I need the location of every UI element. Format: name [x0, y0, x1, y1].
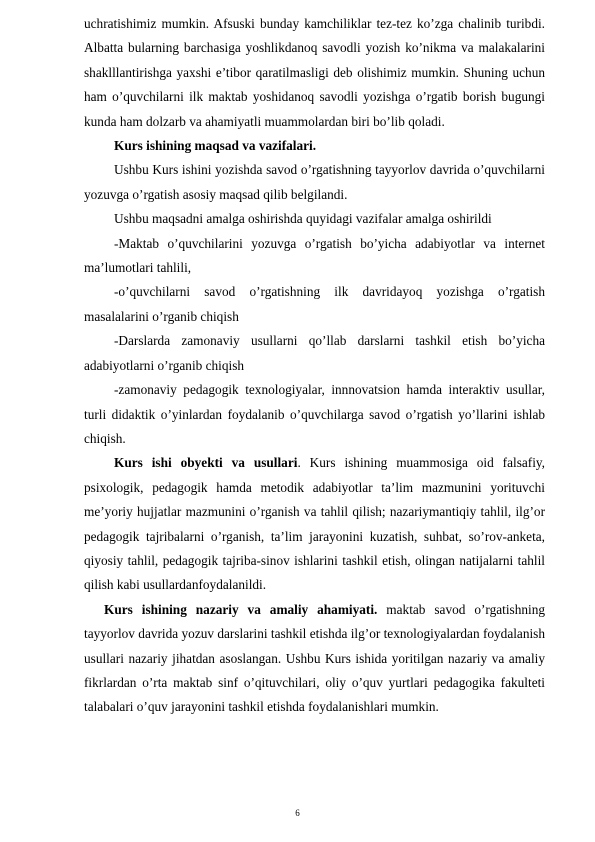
paragraph-intro: uchratishimiz mumkin. Afsuski bunday kamchiliklar tez-tez ko’zga chalinib turibdi. Albatta bularning barchasiga yoshlikdanoq savodli yozish ko’nikma va malakalarini shaklllantirishga yaxshi e’tibor qaratilmasligi deb olishimiz mumkin. Shuning uchun ham o’quvchilarni ilk maktab yoshidanoq savodli yozishga o’rgatib borish bugungi kunda ham dolzarb va ahamiyatli muammolardan biri bo’lib qoladi. — [84, 16, 545, 129]
paragraph-object-methods — [84, 451, 545, 597]
task-item-modern-methods: -Darslarda zamonaviy usullarni qo’llab darslarni tashkil etish bo’yicha adabiyotlarni o’rganib chiqish — [84, 333, 545, 373]
page-number: 6 — [295, 808, 300, 818]
paragraph-significance — [84, 598, 545, 720]
document-page — [84, 12, 545, 720]
task-item-literature: -Maktab o’quvchilarini yozuvga o’rgatish bo’yicha adabiyotlar va internet ma’lumotlari tahlili, — [84, 235, 545, 276]
object-methods-text: . Kurs ishining muammosiga oid falsafiy, psixologik, pedagogik hamda metodik adabiyotlar ta’lim mazmunini yorituvchi me’yoriy hujjatlar mazmunini o’rganish va tahlil qilish; nazariymantiqiy tahlil, ilg’or pedagogik tajribalarni o’rganish, ta’lim jarayonini kuzatish, suhbat, so’rov-anketa, qiyosiy tahlil, pedagogik tajriba-sinov ishlarini tashkil etish, olingan natijalarni tahlil qilish kabi usullardanfoydalanildi. — [84, 455, 545, 593]
task-item-early-writing: -o’quvchilarni savod o’rgatishning ilk davridayoq yozishga o’rgatish masalalarini o’rganib chiqish — [84, 284, 545, 324]
paragraph-tasks-intro: Ushbu maqsadni amalga oshirishda quyidagi vazifalar amalga oshirildi — [114, 211, 492, 227]
section-heading-goals: Kurs ishining maqsad va vazifalari. — [114, 138, 317, 154]
object-methods-label: Kurs ishi obyekti va usullari — [114, 455, 298, 471]
significance-text: maktab savod o’rgatishning tayyorlov davrida yozuv darslarini tashkil etishda ilg’or texnologiyalardan foydalanish usullari nazariy jihatdan asoslangan. Ushbu Kurs ishida yoritilgan nazariy va amaliy fikrlardan o’rta maktab sinf o’qituvchilari, oliy o’quv yurtlari pedagogika fakulteti talabalari o’quv jarayonini tashkil etishda foydalanishlari mumkin. — [84, 601, 545, 715]
task-item-technologies: -zamonaviy pedagogik texnologiyalar, innnovatsion hamda interaktiv usullar, turli didaktik o’yinlardan foydalanib o’quvchilarga savod o’rgatish yo’llarini ishlab chiqish. — [84, 382, 545, 446]
paragraph-goal: Ushbu Kurs ishini yozishda savod o’rgatishning tayyorlov davrida o’quvchilarni yozuvga o’rgatish asosiy maqsad qilib belgilandi. — [84, 162, 545, 202]
significance-label: Kurs ishining nazariy va amaliy ahamiyati. — [104, 601, 378, 617]
